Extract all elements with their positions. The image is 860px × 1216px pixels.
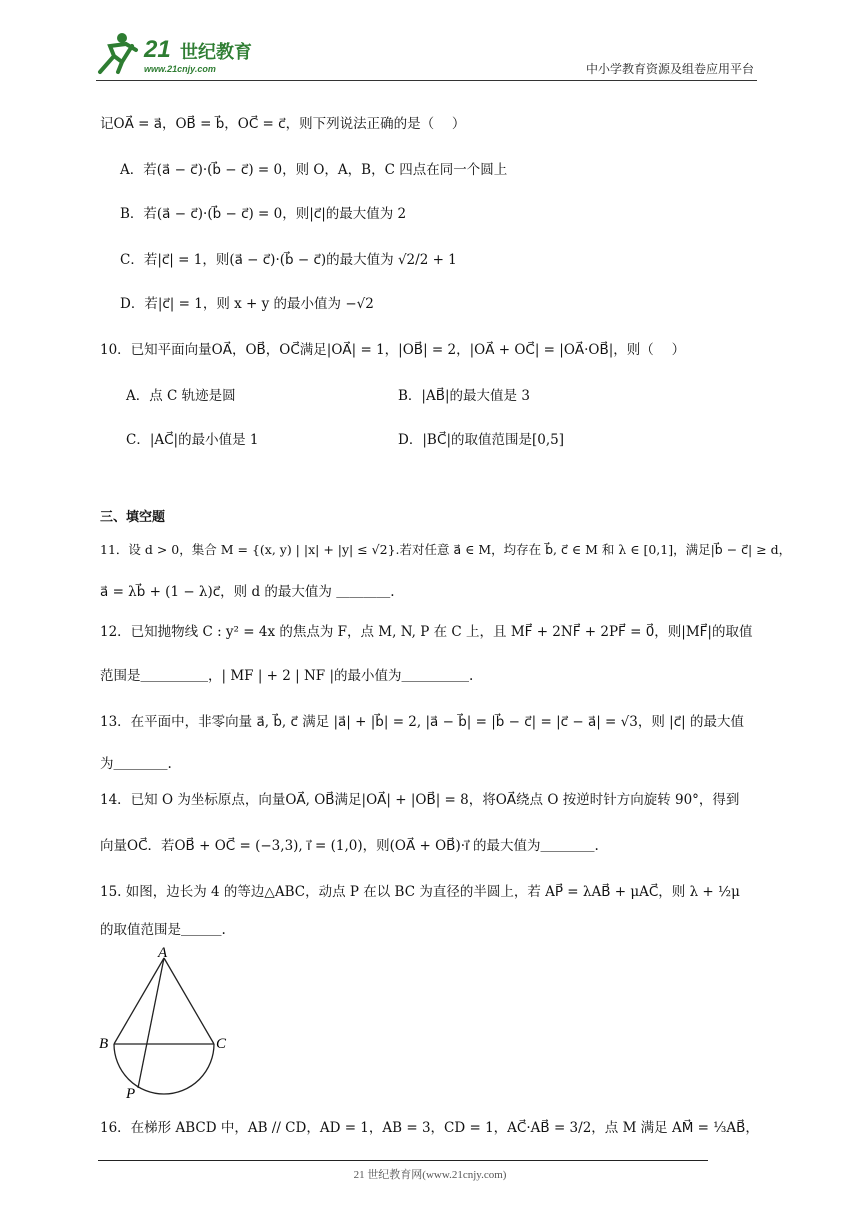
edge-ab xyxy=(114,958,164,1044)
footer-divider xyxy=(98,1160,708,1161)
q10-option-b: B．|AB⃗|的最大值是 3 xyxy=(398,388,530,404)
logo-text: 世纪教育 xyxy=(180,42,252,62)
label-a: A xyxy=(158,946,168,961)
q13-line-1: 13．在平面中，非零向量 a⃗, b⃗, c⃗ 满足 |a⃗| + |b⃗| = 2, |a⃗ − b⃗| = |b⃗ − c⃗| = |c⃗ − a⃗| = √3，则 |c⃗| 的最大值 xyxy=(100,714,744,730)
q12-line-1: 12．已知抛物线 C : y² = 4x 的焦点为 F，点 M, N, P 在 C 上，且 MF⃗ + 2NF⃗ + 2PF⃗ = 0⃗，则|MF⃗|的取值 xyxy=(100,624,753,640)
q15-line-2: 的取值范围是＿＿＿. xyxy=(100,922,226,938)
label-b: B xyxy=(99,1036,109,1052)
label-c: C xyxy=(216,1036,227,1052)
q15-line-1: 15. 如图，边长为 4 的等边△ABC，动点 P 在以 BC 为直径的半圆上，若 AP⃗ = λAB⃗ + μAC⃗，则 λ + ½μ xyxy=(100,884,740,900)
label-p: P xyxy=(126,1086,136,1102)
footer-text: 21 世纪教育网(www.21cnjy.com) xyxy=(353,1169,507,1181)
q9-option-d: D．若|c⃗| = 1，则 x + y 的最小值为 −√2 xyxy=(120,296,374,312)
q12-line-2: 范围是＿＿＿＿＿，| MF | + 2 | NF |的最小值为＿＿＿＿＿. xyxy=(100,668,474,684)
q10-option-c: C．|AC⃗|的最小值是 1 xyxy=(126,432,259,448)
q14-line-1: 14．已知 O 为坐标原点，向量OA⃗, OB⃗满足|OA⃗| + |OB⃗| = 8，将OA⃗绕点 O 按逆时针方向旋转 90°，得到 xyxy=(100,792,740,808)
q10-stem: 10．已知平面向量OA⃗，OB⃗，OC⃗满足|OA⃗| = 1，|OB⃗| = 2，|OA⃗ + OC⃗| = |OA⃗·OB⃗|，则（ ） xyxy=(100,342,686,358)
q10-option-a: A．点 C 轨迹是圆 xyxy=(126,388,236,404)
runner-icon xyxy=(92,28,144,76)
segment-ap xyxy=(138,958,164,1088)
q16-line-1: 16．在梯形 ABCD 中，AB // CD，AD = 1，AB = 3，CD = 1，AC⃗·AB⃗ = 3/2，点 M 满足 AM⃗ = ⅓AB⃗， xyxy=(100,1120,759,1136)
section-heading: 三、填空题 xyxy=(100,510,166,525)
header-divider xyxy=(96,80,757,81)
q9-stem: 记OA⃗ = a⃗，OB⃗ = b⃗，OC⃗ = c⃗，则下列说法正确的是（ ） xyxy=(100,116,466,132)
q14-line-2: 向量OC⃗．若OB⃗ + OC⃗ = (−3,3), i⃗ = (1,0)，则(OA⃗ + OB⃗)·i⃗ 的最大值为＿＿＿＿. xyxy=(100,838,599,854)
q9-option-a: A．若(a⃗ − c⃗)·(b⃗ − c⃗) = 0，则 O，A，B，C 四点在同一个圆上 xyxy=(120,162,508,178)
logo-url: www.21cnjy.com xyxy=(144,64,216,74)
q9-option-b: B．若(a⃗ − c⃗)·(b⃗ − c⃗) = 0，则|c⃗|的最大值为 2 xyxy=(120,206,407,222)
q9-option-c: C．若|c⃗| = 1，则(a⃗ − c⃗)·(b⃗ − c⃗)的最大值为 √2/2 + 1 xyxy=(120,252,457,268)
q10-option-d: D．|BC⃗|的取值范围是[0,5] xyxy=(398,432,565,448)
q11-line-1: 11．设 d > 0，集合 M = {(x, y) | |x| + |y| ≤ √2}.若对任意 a⃗ ∈ M，均存在 b⃗, c⃗ ∈ M 和 λ ∈ [0,1]，满足|b⃗ − c⃗| ≥ d， xyxy=(100,542,792,557)
logo-number: 21 xyxy=(144,36,171,63)
site-name: 中小学教育资源及组卷应用平台 xyxy=(585,62,754,76)
q13-line-2: 为＿＿＿＿. xyxy=(100,756,172,772)
site-logo xyxy=(92,28,262,78)
edge-ac xyxy=(164,958,214,1044)
q11-line-2: a⃗ = λb⃗ + (1 − λ)c⃗，则 d 的最大值为 ＿＿＿＿. xyxy=(100,584,395,600)
triangle-semicircle-figure xyxy=(98,946,248,1102)
